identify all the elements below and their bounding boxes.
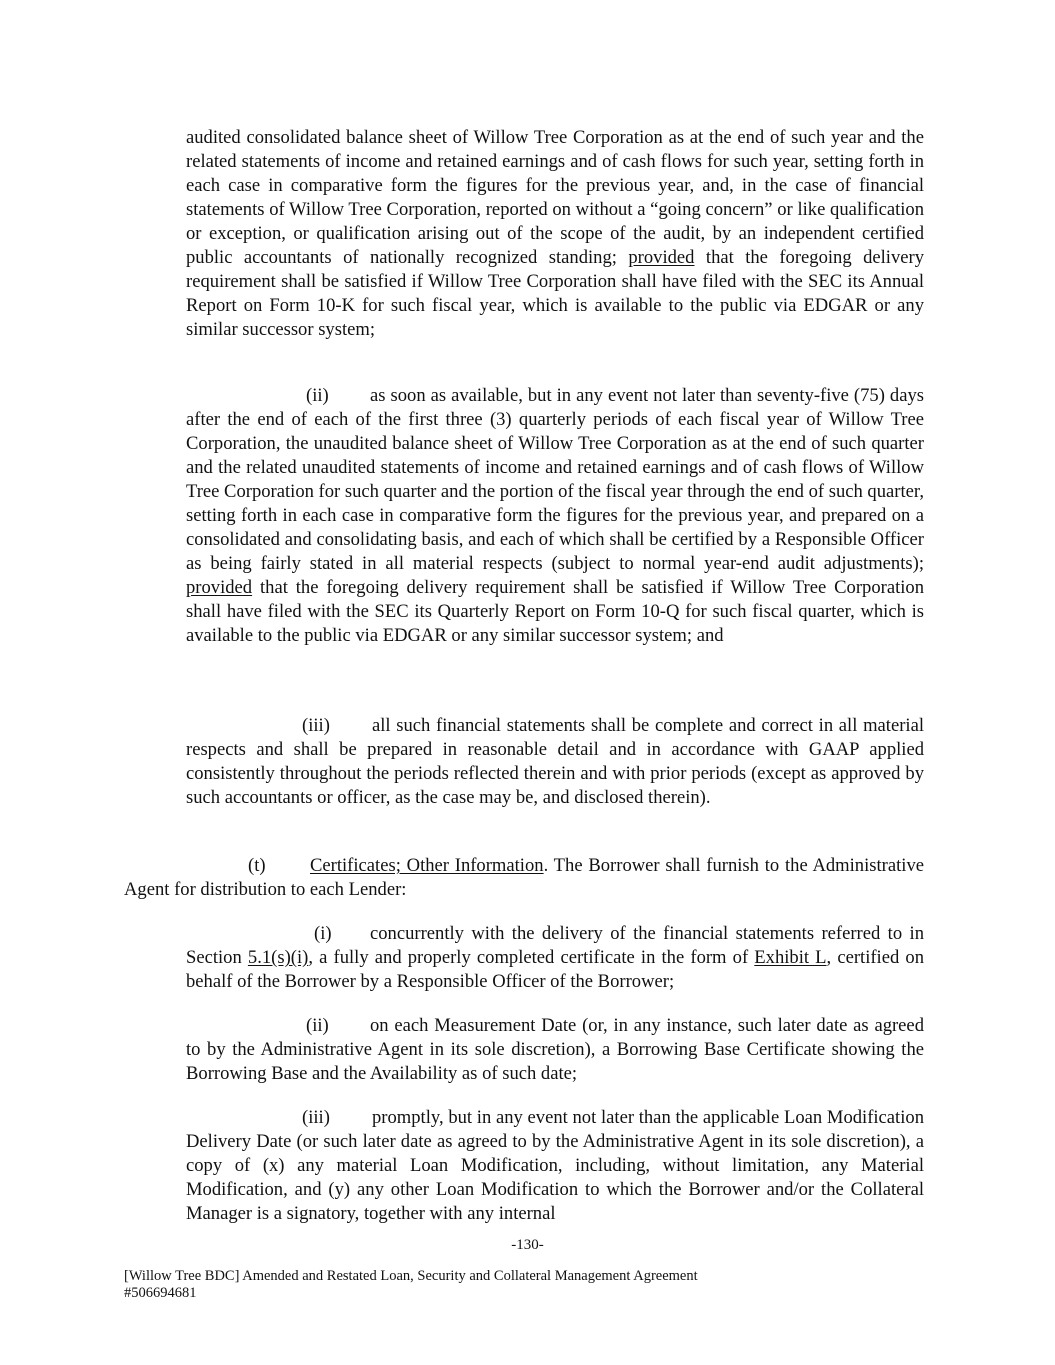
footer-title: [Willow Tree BDC] Amended and Restated Loan, Security and Collateral Management Agreement [124, 1268, 698, 1284]
clause-number: (i) [314, 923, 332, 944]
clause-number: (ii) [306, 1015, 329, 1036]
footer-doc-id: #506694681 [124, 1285, 197, 1301]
clause-number: (iii) [302, 715, 330, 736]
paragraph-quarterly-statements: (ii) as soon as available, but in any event not later than seventy-five (75) days after the end of each of the first three (3) quarterly periods of each fiscal year of Willow Tree Corporation, the unaudited balance sheet of Willow Tree Corporation as at the end of such quarter and the related unaudited statements of income and retained earnings and of cash flows of Willow Tree Corporation for such quarter and the portion of the fiscal year through the end of such quarter, setting forth in each case in comparative form the figures for the previous year, and prepared on a consolidated and consolidating basis, and each of which shall be certified by a Responsible Officer as being fairly stated in all material respects (subject to normal year-end audit adjustments); provided that the foregoing delivery requirement shall be satisfied if Willow Tree Corporation shall have filed with the SEC its Quarterly Report on Form 10-Q for such fiscal quarter, which is available to the public via EDGAR or any similar successor system; and [186, 385, 924, 646]
paragraph-annual-statements: audited consolidated balance sheet of Willow Tree Corporation as at the end of such year and the related statements of income and retained earnings and of cash flows for such year, setting forth in each case in comparative form the figures for the previous year, and, in the case of financial statements of Willow Tree Corporation, reported on without a “going concern” or like qualification or exception, or qualification arising out of the scope of the audit, by an independent certified public accountants of nationally recognized standing; provided that the foregoing delivery requirement shall be satisfied if Willow Tree Corporation shall have filed with the SEC its Annual Report on Form 10-K for such fiscal year, which is available to the public via EDGAR or any similar successor system; [186, 127, 924, 340]
paragraph-loan-modification: (iii) promptly, but in any event not later than the applicable Loan Modification Delivery Date (or such later date as agreed to by the Administrative Agent in its sole discretion), a copy of (x) any material Loan Modification, including, without limitation, any Material Modification, and (y) any other Loan Modification to which the Borrower and/or the Collateral Manager is a signatory, together with any internal [186, 1107, 924, 1224]
document-footer [124, 1268, 698, 1302]
page-number: -130- [511, 1237, 544, 1253]
section-heading: Certificates; Other Information [310, 855, 544, 876]
clause-number: (ii) [306, 385, 329, 406]
section-certificates: (t) Certificates; Other Information. The Borrower shall furnish to the Administrative Agent for distribution to each Lender: [124, 855, 924, 900]
clause-number: (iii) [302, 1107, 330, 1128]
exhibit-reference: Exhibit L [754, 947, 827, 968]
provided-term: provided [186, 577, 253, 598]
paragraph-financial-statements-standard: (iii) all such financial statements shall be complete and correct in all material respects and shall be prepared in reasonable detail and in accordance with GAAP applied consistently throughout the periods reflected therein and with prior periods (except as approved by such accountants or officer, as the case may be, and disclosed therein). [186, 715, 924, 808]
paragraph-borrowing-base-certificate: (ii) on each Measurement Date (or, in any instance, such later date as agreed to by the Administrative Agent in its sole discretion), a Borrowing Base Certificate showing the Borrowing Base and the Availability as of such date; [186, 1015, 924, 1084]
section-reference: 5.1(s)(i) [247, 947, 309, 968]
paragraph-compliance-certificate: (i) concurrently with the delivery of the financial statements referred to in Section 5.1(s)(i), a fully and properly completed certificate in the form of Exhibit L, certified on behalf of the Borrower by a Responsible Officer of the Borrower; [186, 923, 925, 992]
section-letter: (t) [248, 855, 266, 876]
provided-term: provided [628, 247, 695, 268]
